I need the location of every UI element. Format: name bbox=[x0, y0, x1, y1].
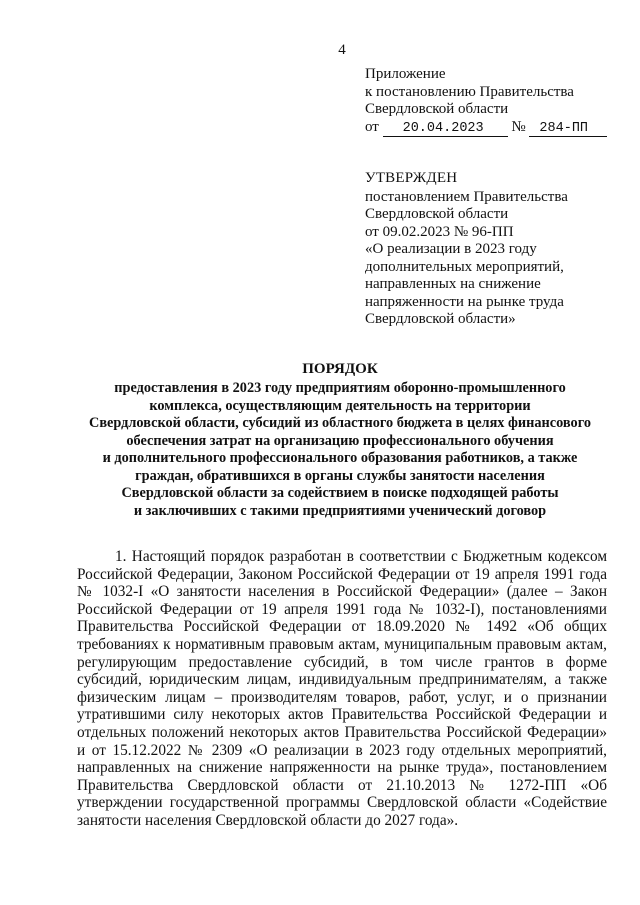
subtitle-line: Свердловской области, субсидий из областного бюджета в целях финансового bbox=[89, 415, 591, 431]
approved-line: дополнительных мероприятий, bbox=[365, 258, 564, 275]
approved-line: Свердловской области bbox=[365, 206, 509, 222]
subtitle-line: граждан, обратившихся в органы службы занятости населения bbox=[135, 467, 545, 484]
approved-line: постановлением Правительства bbox=[365, 188, 568, 205]
approved-line: направленных на снижение bbox=[365, 276, 541, 292]
subtitle-line: предоставления в 2023 году предприятиям оборонно-промышленного bbox=[114, 380, 566, 396]
subtitle-line: обеспечения затрат на организацию профессионального обучения bbox=[126, 432, 554, 449]
order-title: ПОРЯДОК bbox=[302, 361, 378, 377]
approved-block bbox=[365, 170, 568, 329]
subtitle-line: и заключивших с такими предприятиями ученический договор bbox=[133, 502, 547, 519]
approved-heading: УТВЕРЖДЕН bbox=[365, 170, 458, 186]
appendix-line-1: Приложение bbox=[365, 66, 446, 82]
number-label: № bbox=[511, 118, 526, 135]
approved-line: напряженности на рынке труда bbox=[365, 293, 564, 310]
subtitle-line: Свердловской области за содействием в поиске подходящей работы bbox=[121, 485, 559, 501]
subtitle-line: и дополнительного профессионального образования работников, а также bbox=[102, 450, 578, 466]
approved-line: «О реализации в 2023 году bbox=[365, 241, 537, 257]
from-label: от bbox=[365, 118, 379, 135]
subtitle-line: комплекса, осуществляющим деятельность на территории bbox=[149, 397, 531, 414]
appendix-date-row bbox=[365, 119, 607, 137]
approved-line: от 09.02.2023 № 96-ПП bbox=[365, 223, 514, 240]
paragraph-1: 1. Настоящий порядок разработан в соответствии с Бюджетным кодексом Российской Федерации, Законом Российской Федерации от 19 апреля 1991 года № 1032-I «О занятости населения в Российской Федерации» (далее – Закон Российской Федерации от 19 апреля 1991 года № 1032-I), постановлениями Правительства Российской Федерации от 18.09.2020 № 1492 «Об общих требованиях к нормативным правовым актам, муниципальным правовым актам, регулирующим предоставление субсидий, в том числе грантов в форме субсидий, юридическим лицам, индивидуальным предпринимателям, а также физическим лицам – производителям товаров, работ, услуг, и о признании утратившими силу некоторых актов Правительства Российской Федерации и отдельных положений некоторых актов Правительства Российской Федерации» и от 15.12.2022 № 2309 «О реализации в 2023 году отдельных мероприятий, направленных на снижение напряженности на рынке труда», постановлением Правительства Свердловской области от 21.10.2013 № 1272-ПП «Об утверждении государственной программы Свердловской области «Содействие занятости населения Свердловской области до 2027 года». bbox=[77, 548, 607, 829]
appendix-block bbox=[365, 66, 607, 137]
order-subtitle bbox=[60, 380, 620, 520]
appendix-line-3: Свердловской области bbox=[365, 101, 509, 117]
appendix-line-2: к постановлению Правительства bbox=[365, 83, 574, 100]
page-number: 4 bbox=[338, 42, 346, 58]
body-text bbox=[77, 548, 607, 830]
approved-line: Свердловской области» bbox=[365, 311, 516, 327]
resolution-number: 284-ПП bbox=[529, 121, 607, 137]
resolution-date: 20.04.2023 bbox=[383, 121, 508, 137]
